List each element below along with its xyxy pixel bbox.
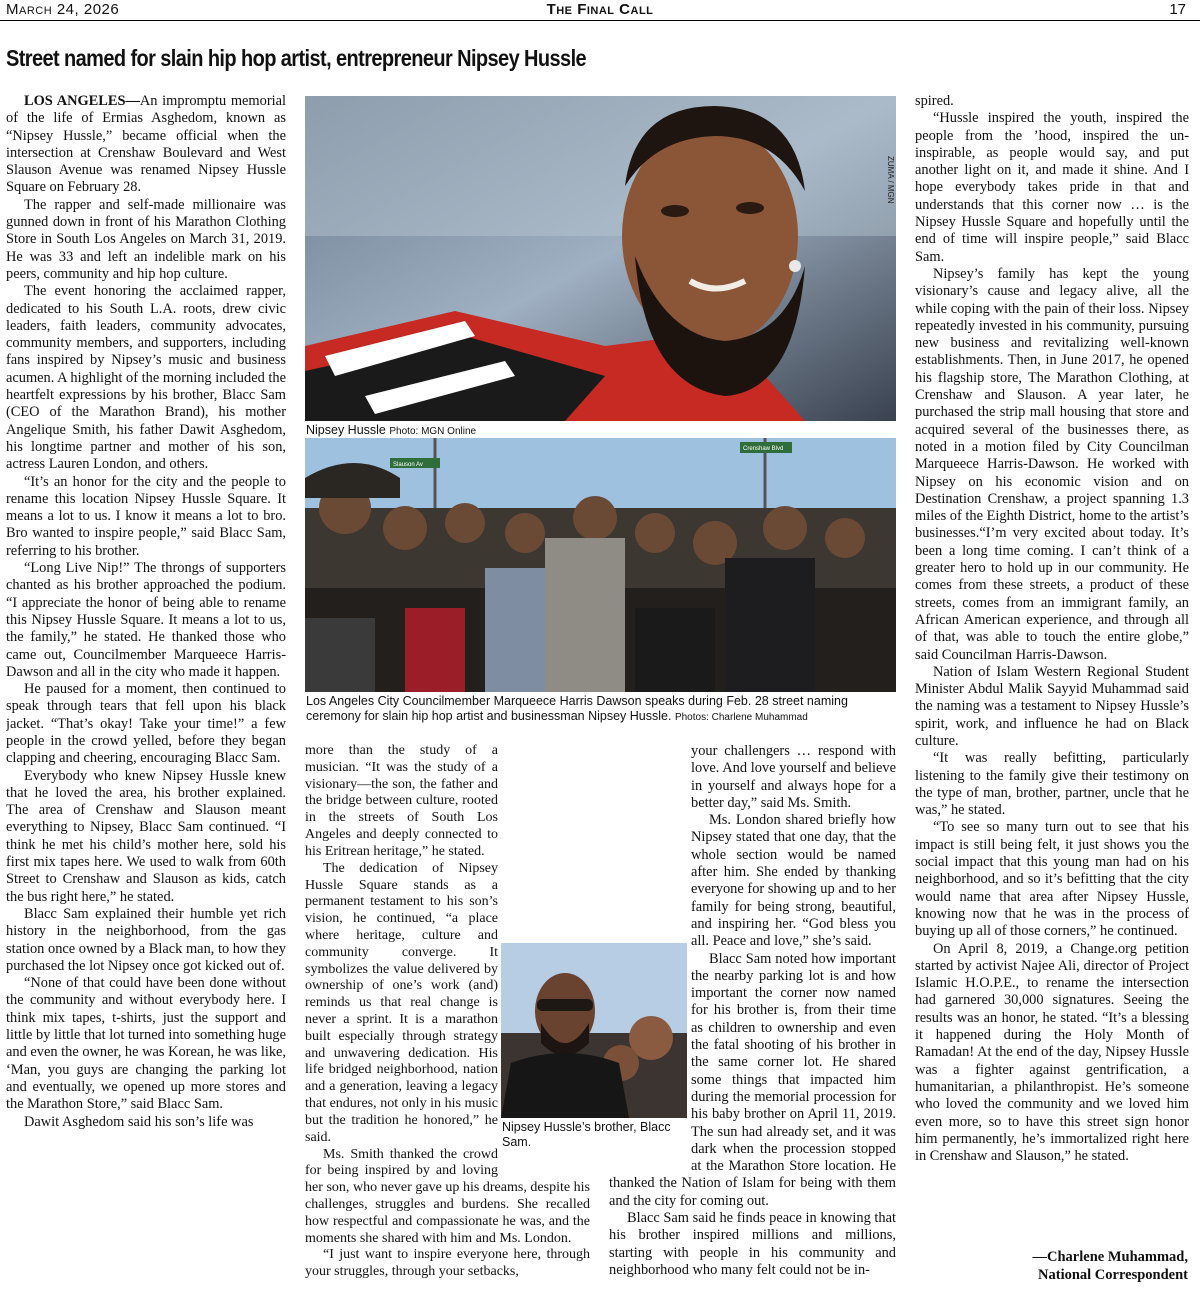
article-paragraph: Blacc Sam explained their humble yet rich history in the neighborhood, from the gas station once owned by a Black man, to how they purchased the lot Nipsey once got kicked out of. <box>6 905 286 974</box>
article-paragraph: “It’s an honor for the city and the people to rename this location Nipsey Hussle Square. It means a lot to us. I know it means a lot to bro. Bro wanted to inspire people,” said Blacc Sam, referring to his brother. <box>6 473 286 559</box>
article-paragraph: Nation of Islam Western Regional Student Minister Abdul Malik Sayyid Muhammad said the naming was a testament to Nipsey Hussle’s spirit, work, and influence he had on Black culture. <box>915 663 1189 749</box>
article-paragraph: more than the study of a musician. “It was the study of a visionary—the son, the father and the bridge between culture, rooted in the streets of South Los Angeles and deeply connected to his Eritrean heritage,” he stated. <box>305 743 498 859</box>
article-paragraph: Blacc Sam noted how important the nearby parking lot is and how important the corner now named for his brother is, from their time as children to ownership and even the fatal shooting of his brother in the same corner lot. He shared some things that impacted him during the memorial procession for his baby brother on April 11, 2019. The sun had already set, and it was dark when the procession stopped at the Marathon Store location. He thanked the Nation of Islam for being with them and the city for coming out. <box>609 950 896 1209</box>
photo-watermark: ZUMA / MGN <box>886 156 895 204</box>
article-paragraph: “Hussle inspired the youth, inspired the people from the ’hood, inspired the un-inspirable, as people would say, and put another light on it, and made it shine. And I hope everybody takes pride in that and understands that this corner now … is the Nipsey Hussle Square and hopefully until the end of time will inspire people,” said Blacc Sam. <box>915 110 1189 265</box>
ceremony-illustration <box>305 438 896 692</box>
nipsey-hussle-photo <box>305 96 896 421</box>
publication-name: The Final Call <box>546 1 654 18</box>
ceremony-photo-caption: Los Angeles City Councilmember Marqueece Harris Dawson speaks during Feb. 28 street naming ceremony for slain hip hop artist and businessman Nipsey Hussle. Photos: Charlene Muhammad <box>306 694 848 723</box>
article-paragraph: spired. <box>915 93 954 109</box>
article-paragraph: Everybody who knew Nipsey Hussle knew that he loved the area, his brother explained. The area of Crenshaw and Slauson meant everything to Nipsey, Blacc Sam continued. “I think he met his child’s mother here, sold his first mix tapes here. We used to walk from 60th Street to Crenshaw and Slauson as kids, catch the bus right here,” he stated. <box>6 767 286 905</box>
blacc-sam-photo <box>501 943 687 1118</box>
blacc-sam-illustration <box>501 943 687 1118</box>
article-column-1 <box>6 93 286 1283</box>
article-paragraph: The event honoring the acclaimed rapper, dedicated to his South L.A. roots, drew civic leaders, faith leaders, community advocates, community members, and supporters, including fans inspired by Nipsey’s music and business acumen. A highlight of the morning included the heartfelt expressions by his brother, Blacc Sam (CEO of the Marathon Brand), his mother Angelique Smith, his father Dawit Asghedom, his longtime partner and mother of his son, actress Lauren London, and others. <box>6 283 286 473</box>
article-paragraph: On April 8, 2019, a Change.org petition started by activist Najee Ali, director of Project Islamic H.O.P.E., to rename the intersection had garnered 30,000 signatures. Seeing the results was an honor, he stated. “It’s a blessing it happened during the Holy Month of Ramadan! At the end of the day, Nipsey Hussle was a fighter against gentrification, a humanitarian, a philanthropist. He’s someone who loved the community and we loved him even more, so to have this street sign honor him permanently, he’s immortalized right here in Crenshaw and Slauson,” he stated. <box>915 940 1189 1165</box>
photo-credit: Photos: Charlene Muhammad <box>674 712 808 723</box>
issue-date: March 24, 2026 <box>6 1 120 18</box>
article-paragraph: Dawit Asghedom said his son’s life was <box>24 1113 254 1130</box>
author-title: National Correspondent <box>1038 1267 1188 1283</box>
article-paragraph: Ms. Smith thanked the crowd for being inspired by and loving her son, who never gave up his dreams, despite his challenges, struggles and burdens. She recalled how respectful and compassionate he was, and the moments she shared with him and Ms. London. <box>305 1146 590 1246</box>
article-paragraph: “To see so many turn out to see that his impact is still being felt, it just shows you the social impact that this young man had on his neighborhood, and so it’s befitting that the city would name that area after Nipsey Hussle, knowing now that he was in the process of buying up all of those corners,” he continued. <box>915 819 1189 940</box>
article-paragraph: “None of that could have been done without the community and without everybody here. I think mix tapes, t-shirts, just the support and little by little that lot turned into something huge and even the owner, he was Korean, he was like, ‘Man, you guys are changing the parking lot and eventually, we opened up more stores and the Marathon Store,” said Blacc Sam. <box>6 975 286 1113</box>
article-paragraph: He paused for a moment, then continued to speak through tears that fell upon his black jacket. “That’s okay! Take your time!” a few people in the crowd yelled, before they began clapping and cheering, encouraging Blacc Sam. <box>6 681 286 767</box>
article-paragraph: Blacc Sam said he finds peace in knowing that his brother inspired millions and millions, starting with people in his community and neighborhood who many felt could not be in- <box>609 1210 896 1278</box>
article-paragraph: The dedication of Nipsey Hussle Square stands as a permanent testament to his son’s vision, he continued, “a place where heritage, culture and community converge. It symbolizes the value delivered by ownership of one’s work (and) reminds us that real change is never a sprint. It is a marathon built especially through strategy and unwavering dedication. His life bridged neighborhood, nation and a generation, leaving a legacy that endures, not only in his music but the tradition he honored,” he said. <box>305 860 498 1145</box>
article-paragraph: your challengers … respond with love. And love yourself and believe in yourself and always hope for a better day,” said Ms. Smith. <box>691 743 896 811</box>
article-paragraph: Ms. London shared briefly how Nipsey stated that one day, that the whole section would be named after him. She ended by thanking everyone for showing up and to her family for being strong, beautiful, and inspiring her. “God bless you all. Peace and love,” she’s said. <box>691 812 896 950</box>
article-paragraph: “Long Live Nip!” The throngs of supporters chanted as his brother approached the podium. “I appreciate the honor of being able to rename this Nipsey Hussle Square. It means a lot to us, the family,” he stated. He thanked those who came out, Councilmember Marqueece Harris-Dawson and all in the city who made it happen. <box>6 560 286 680</box>
article-paragraph: Nipsey’s family has kept the young visionary’s cause and legacy alive, all the while coping with the pain of their loss. Nipsey repeatedly invested in his community, pursuing new business and revitalizing well-known establishments. Then, in June 2017, he opened his flagship store, The Marathon Clothing, at Crenshaw and Slauson. A year later, he purchased the strip mall housing that store and acquired several of the businesses there, as noted in a motion filed by City Councilman Marqueece Harris-Dawson. He worked with Nipsey on his economic vision and on Destination Crenshaw, a project spanning 1.3 miles of the Eighth District, home to the artist’s businesses.“I’m very excited about today. It’s been a long time coming. I can’t think of a greater hero to hold up in our community. He comes from these streets, a product of these streets, comes from an immigrant family, an African American experience, and through all of that, was able to touch the entire globe,” said Councilman Harris-Dawson. <box>915 265 1189 663</box>
article-paragraph: “I just want to inspire everyone here, through your struggles, through your setbacks, <box>305 1247 590 1280</box>
street-sign-slauson: Slauson Av <box>393 462 423 468</box>
street-sign-crenshaw: Crenshaw Blvd <box>743 446 784 452</box>
street-naming-ceremony-photo <box>305 438 896 692</box>
article-paragraph: “It was really befitting, particularly listening to the family give their testimony on the type of man, brother, partner, uncle that he was,” he stated. <box>915 750 1189 819</box>
main-photo-caption: Nipsey Hussle Photo: MGN Online <box>306 423 477 437</box>
author-name: —Charlene Muhammad, <box>1032 1249 1188 1265</box>
page-header <box>0 0 1200 21</box>
page-number: 17 <box>1169 1 1186 18</box>
byline <box>1033 1248 1188 1284</box>
portrait-illustration <box>305 96 896 421</box>
photo-credit: Photo: MGN Online <box>389 426 477 437</box>
dateline: LOS ANGELES— <box>24 93 140 109</box>
headline: Street named for slain hip hop artist, entrepreneur Nipsey Hussle <box>6 46 587 72</box>
brother-photo-caption: Nipsey Hussle’s brother, Blacc Sam. <box>502 1120 671 1149</box>
article-paragraph: LOS ANGELES—An impromptu memorial of the life of Ermias Asghedom, known as “Nipsey Hussle,” became official when the intersection at Crenshaw Boulevard and West Slauson Avenue was renamed Nipsey Hussle Square on February 28. <box>6 93 286 196</box>
article-column-4 <box>915 93 1189 1223</box>
article-paragraph: The rapper and self-made millionaire was gunned down in front of his Marathon Clothing Store in South Los Angeles on March 31, 2019. He was 33 and left an indelible mark on his peers, community and hip hop culture. <box>6 196 286 282</box>
